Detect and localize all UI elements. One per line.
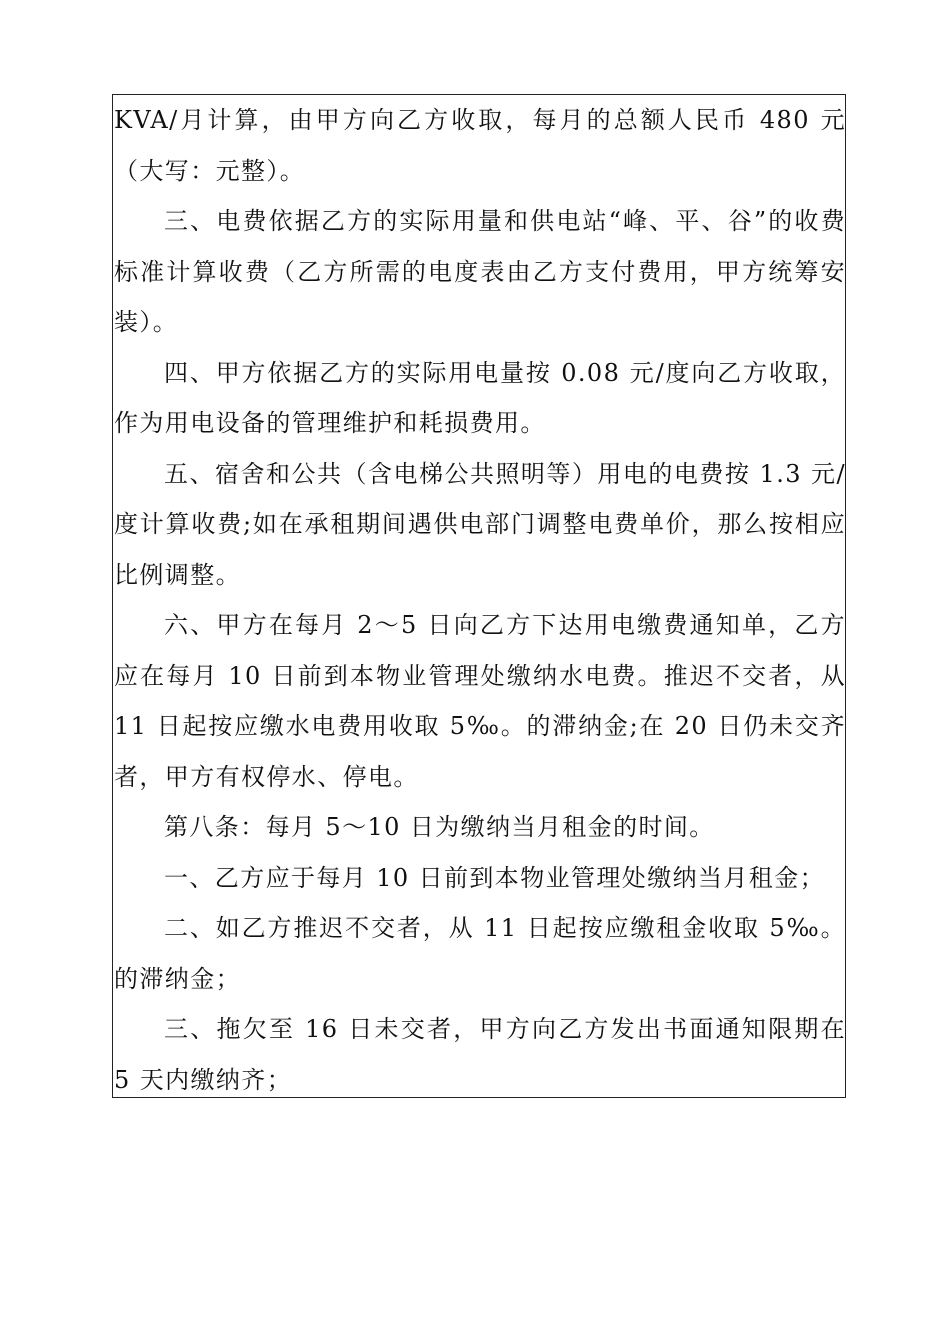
paragraph-article-8-item-1: 一、乙方应于每月 10 日前到本物业管理处缴纳当月租金； (164, 863, 825, 892)
paragraph-article-8-item-2: 二、如乙方推迟不交者，从 11 日起按应缴租金收取 5‰。的滞纳金； (114, 914, 846, 993)
paragraph-continuation: KVA/月计算，由甲方向乙方收取，每月的总额人民币 480 元（大写：元整）。 (114, 106, 846, 185)
paragraph-article-8: 第八条：每月 5〜10 日为缴纳当月租金的时间。 (164, 813, 715, 841)
document-frame (112, 94, 846, 1098)
paragraph-clause-3: 三、电费依据乙方的实际用量和供电站“峰、平、谷”的收费标准计算收费（乙方所需的电度表由乙方支付费用，甲方统筹安装）。 (114, 207, 846, 336)
paragraph-clause-5: 五、宿舍和公共（含电梯公共照明等）用电的电费按 1.3 元/度计算收费;如在承租期间遇供电部门调整电费单价，那么按相应比例调整。 (114, 459, 846, 589)
document-body (113, 95, 847, 1105)
paragraph-article-8-item-3: 三、拖欠至 16 日未交者，甲方向乙方发出书面通知限期在 5 天内缴纳齐； (114, 1015, 846, 1094)
paragraph-clause-6: 六、甲方在每月 2〜5 日向乙方下达用电缴费通知单，乙方应在每月 10 日前到本物业管理处缴纳水电费。推迟不交者，从 11 日起按应缴水电费用收取 5‰。的滞纳金;在 20 日仍未交齐者，甲方有权停水、停电。 (114, 611, 846, 791)
paragraph-clause-4: 四、甲方依据乙方的实际用电量按 0.08 元/度向乙方收取，作为用电设备的管理维护和耗损费用。 (114, 358, 846, 437)
